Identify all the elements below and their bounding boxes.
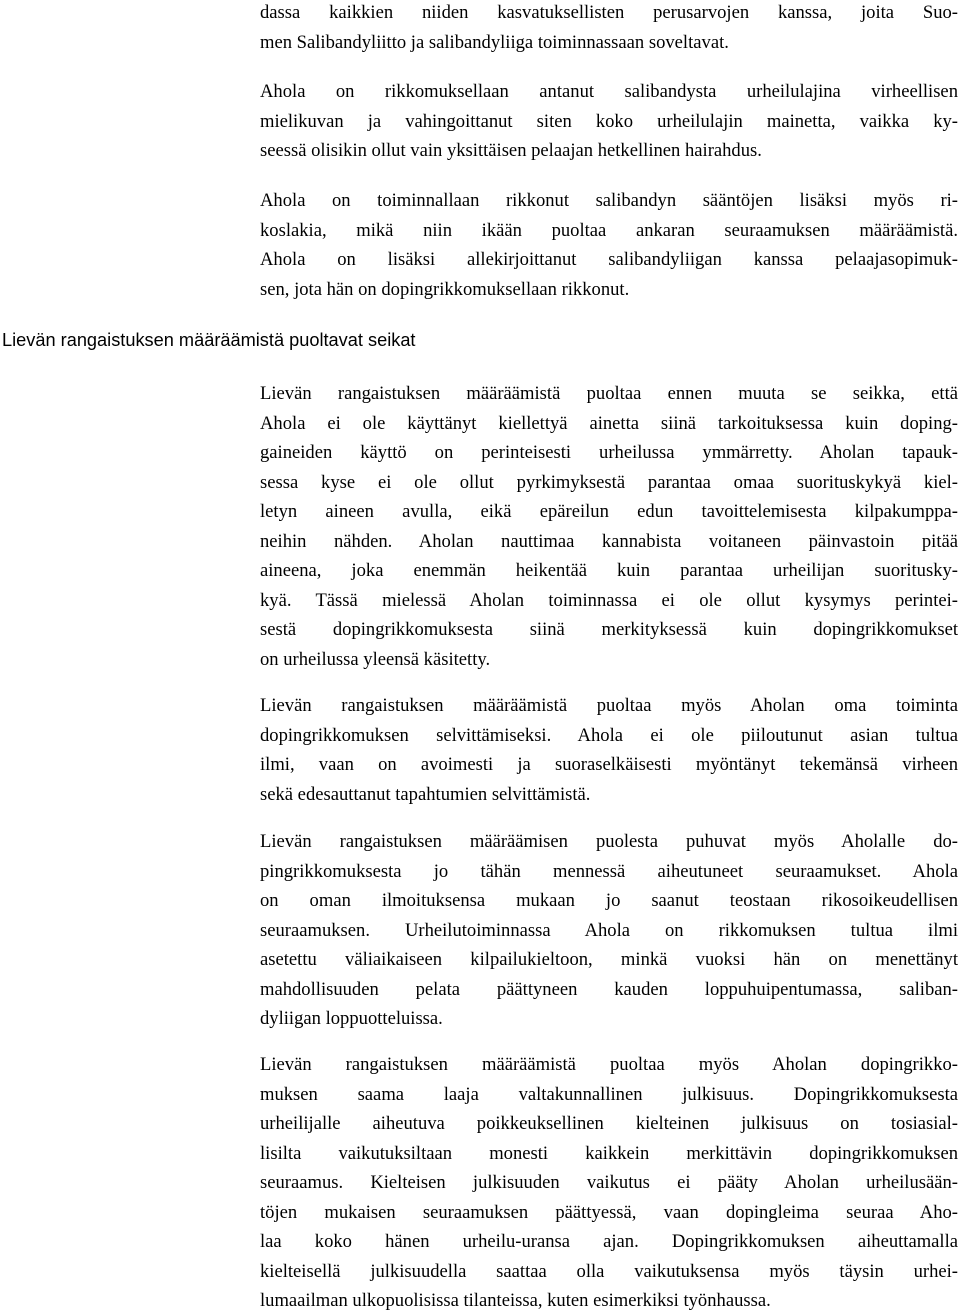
text-line: dyliigan loppuotteluissa. [260,1008,443,1029]
text-line: seuraamuksen. Urheilutoiminnassa Ahola on rikkomuksen tultua ilmi [260,919,958,941]
text-line: asetettu väliaikaiseen kilpailukieltoon, minkä vuoksi hän on menettänyt [260,949,958,970]
text-line: neihin nähden. Aholan nauttimaa kannabista voitaneen päinvastoin pitää [260,530,958,552]
paragraph-6 [260,827,958,1034]
text-line: ilmi, vaan on avoimesti ja suoraselkäisesti myöntänyt tekemänsä virheen [260,754,958,775]
text-line: kielteisellä julkisuudella saattaa olla vaikutuksensa myös täysin urhei- [260,1260,958,1282]
text-line: letyn aineen avulla, eikä epäreilun edun tavoittelemisesta kilpakumppa- [260,501,958,522]
text-line: aineena, joka enemmän heikentää kuin parantaa urheilijan suoritusky- [260,560,958,581]
text-line: Lievän rangaistuksen määräämistä puoltaa myös Aholan oma toiminta [260,695,958,716]
text-line: sessa kyse ei ole ollut pyrkimyksestä parantaa omaa suorituskykyä kiel- [260,471,958,493]
text-line: pingrikkomuksesta jo tähän mennessä aiheutuneet seuraamukset. Ahola [260,860,958,882]
text-line: töjen mukaisen seuraamuksen päättyessä, vaan dopingleima seuraa Aho- [260,1201,958,1223]
section-heading: Lievän rangaistuksen määräämistä puoltavat seikat [2,330,416,350]
text-line: kyä. Tässä mielessä Aholan toiminnassa ei ole ollut kysymys perintei- [260,589,958,611]
text-line: mahdollisuuden pelata päättyneen kauden loppuhuipentumassa, saliban- [260,978,958,1000]
text-line: dopingrikkomuksen selvittämiseksi. Ahola ei ole piiloutunut asian tultua [260,724,958,746]
text-line: lumaailman ulkopuolisissa tilanteissa, kuten esimerkiksi työnhaussa. [260,1290,771,1311]
paragraph-1 [260,0,958,57]
paragraph-5 [260,691,958,809]
text-line: Ahola on lisäksi allekirjoittanut salibandyliigan kanssa pelaajasopimuk- [260,249,958,270]
paragraph-7 [260,1050,958,1316]
text-line: seessä olisikin ollut vain yksittäisen pelaajan hetkellinen hairahdus. [260,140,762,161]
text-line: dassa kaikkien niiden kasvatuksellisten perusarvojen kanssa, joita Suo- [260,2,958,23]
text-line: mielikuvan ja vahingoittanut siten koko urheilulajin mainetta, vaikka ky- [260,110,958,132]
paragraph-2 [260,77,958,166]
text-line: on urheilussa yleensä käsitetty. [260,648,491,670]
text-line: men Salibandyliitto ja salibandyliiga toiminnassaan soveltavat. [260,31,729,53]
text-line: laa koko hänen urheilu-uransa ajan. Dopingrikkomuksen aiheuttamalla [260,1231,958,1252]
text-line: koslakia, mikä niin ikään puoltaa ankaran seuraamuksen määräämistä. [260,219,958,241]
text-line: sekä edesauttanut tapahtumien selvittämistä. [260,783,591,805]
text-line: gaineiden käyttö on perinteisesti urheilussa ymmärretty. Aholan tapauk- [260,442,958,463]
text-line: muksen saama laaja valtakunnallinen julkisuus. Dopingrikkomuksesta [260,1083,958,1105]
text-line: urheilijalle aiheutuva poikkeuksellinen kielteinen julkisuus on tosiasial- [260,1113,958,1134]
paragraph-4 [260,379,958,674]
text-line: sestä dopingrikkomuksesta siinä merkityksessä kuin dopingrikkomukset [260,619,958,640]
text-line: sen, jota hän on dopingrikkomuksellaan rikkonut. [260,278,630,300]
paragraph-3 [260,186,958,304]
text-line: Lievän rangaistuksen määräämistä puoltaa myös Aholan dopingrikko- [260,1054,958,1075]
text-line: seuraamus. Kielteisen julkisuuden vaikutus ei pääty Aholan urheilusään- [260,1172,958,1193]
text-line: lisilta vaikutuksiltaan monesti kaikkein merkittävin dopingrikkomuksen [260,1142,958,1164]
text-line: Lievän rangaistuksen määräämisen puolesta puhuvat myös Aholalle do- [260,831,958,852]
text-line: Lievän rangaistuksen määräämistä puoltaa ennen muuta se seikka, että [260,383,958,404]
text-line: Ahola ei ole käyttänyt kiellettyä ainetta siinä tarkoituksessa kuin doping- [260,412,958,434]
text-line: on oman ilmoituksensa mukaan jo saanut teostaan rikosoikeudellisen [260,890,958,911]
text-line: Ahola on rikkomuksellaan antanut salibandysta urheilulajina virheellisen [260,81,958,102]
text-line: Ahola on toiminnallaan rikkonut salibandyn sääntöjen lisäksi myös ri- [260,190,958,211]
